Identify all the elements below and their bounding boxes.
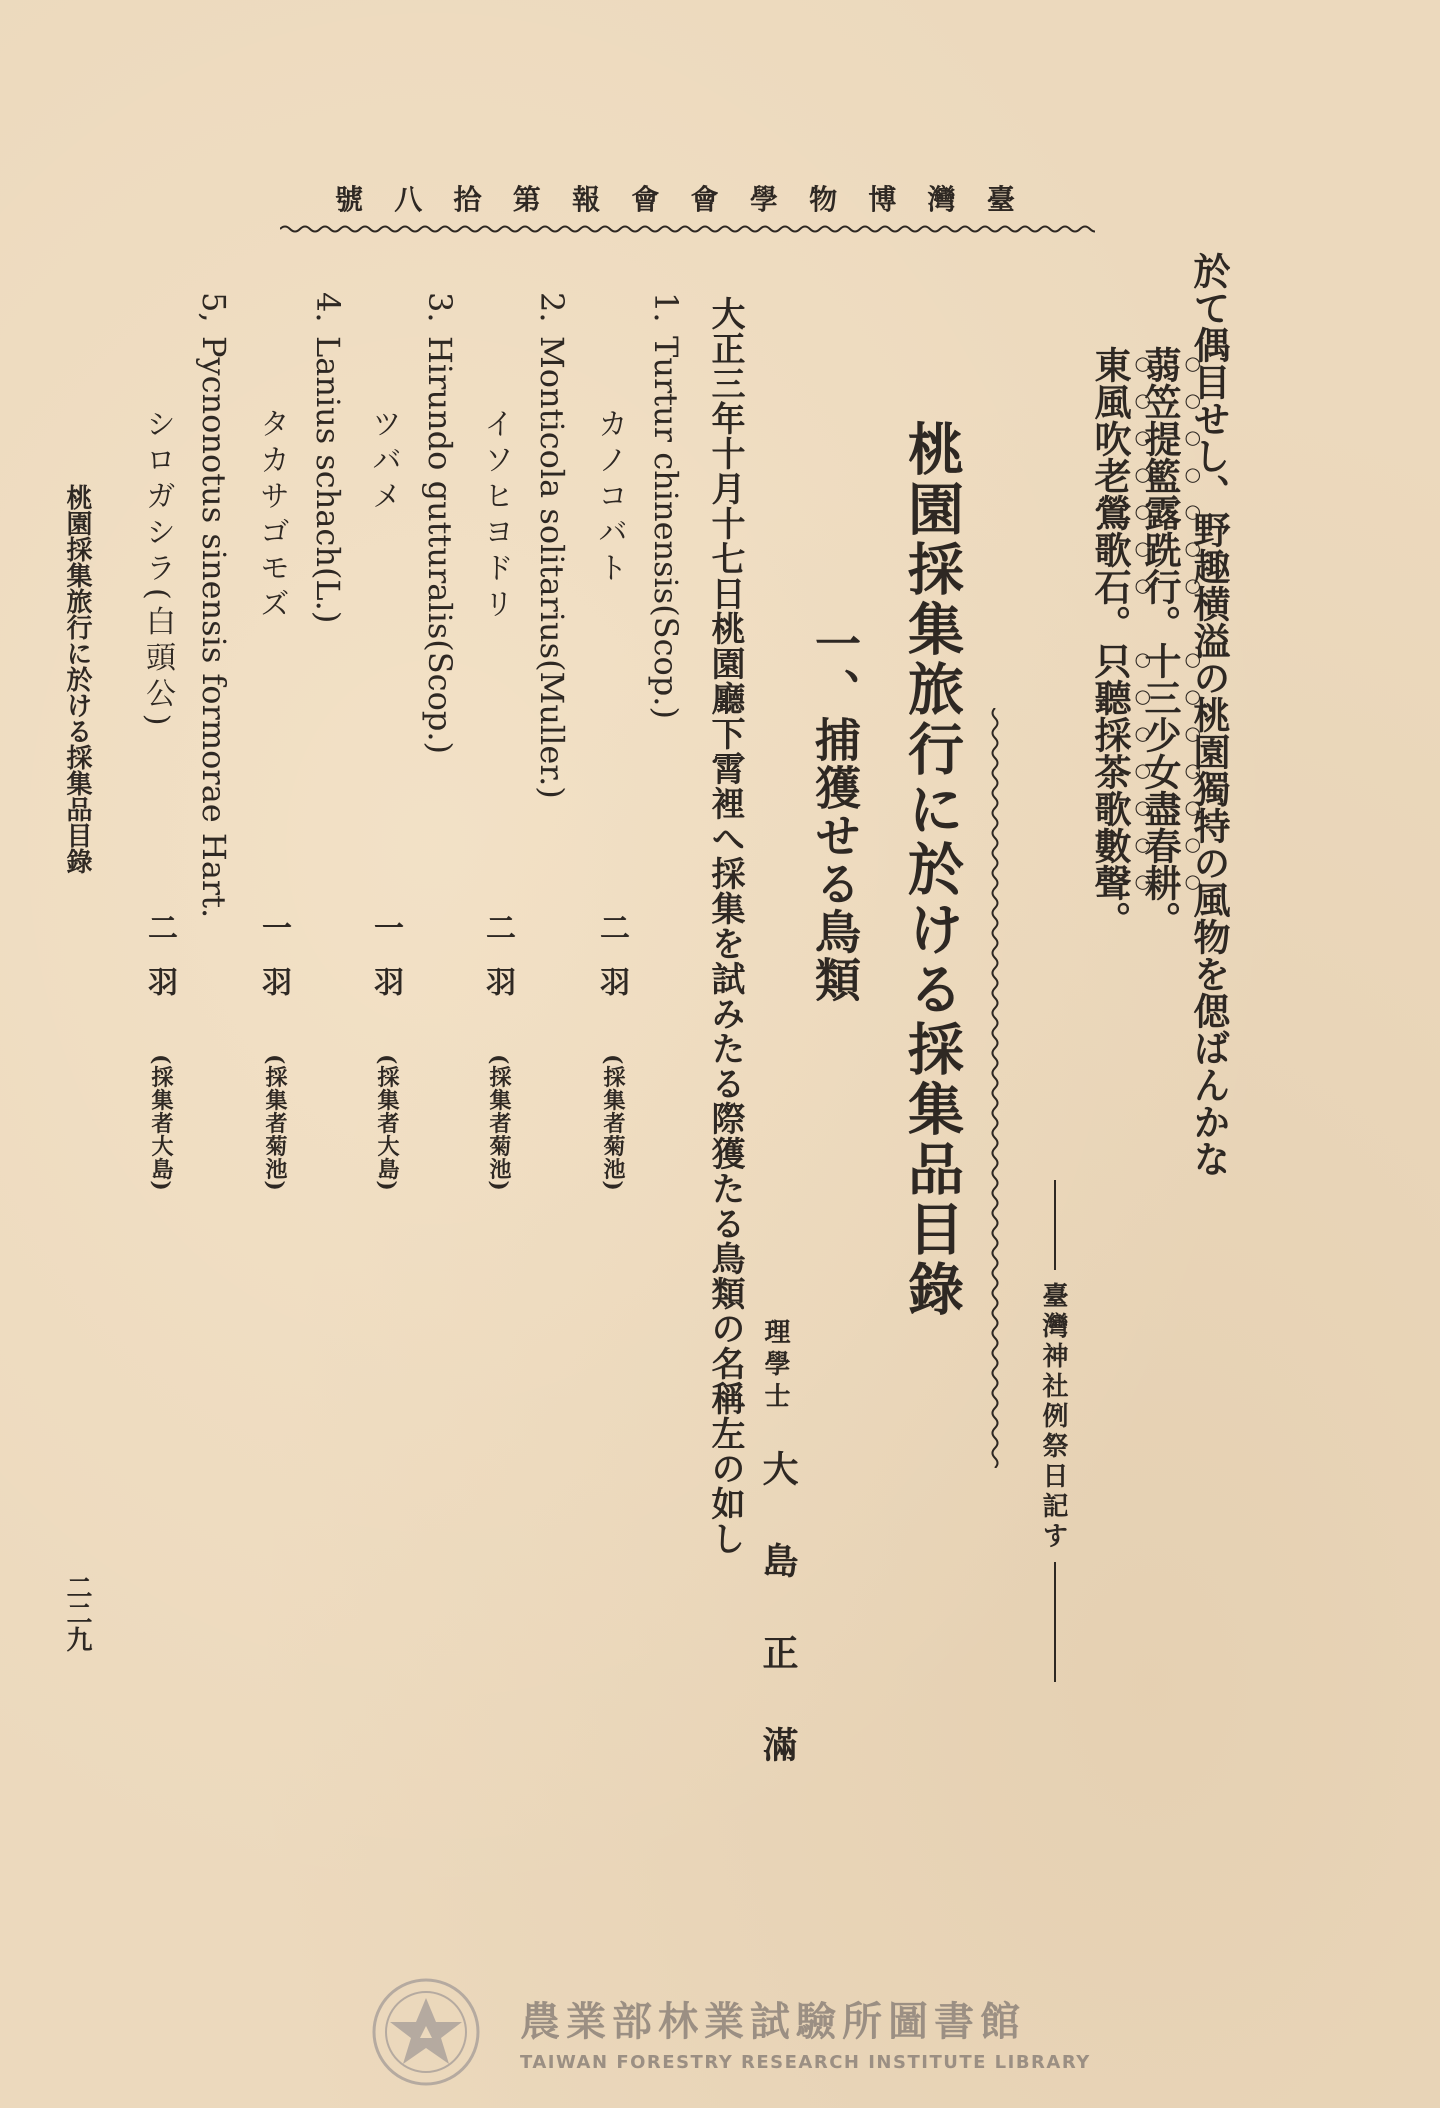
bird-number: 3.: [421, 292, 459, 323]
poem-line-2-text: 蒻笠提籃露跣行。十三少女盡春耕。: [1138, 346, 1182, 938]
page-number: 二二九: [62, 1574, 92, 1652]
author-degree: 理學士: [760, 1318, 790, 1414]
header-char: 拾: [453, 183, 482, 216]
header-char: 會: [690, 183, 719, 216]
section-wavy-divider: [988, 708, 1002, 1468]
bird-count: 二羽: [480, 912, 515, 1020]
section-heading: 一、捕獲せる鳥類: [808, 620, 862, 1004]
poem-line-1: 於て偶目せし、野趣横溢の桃園獨特の風物を偲ばんかな: [1187, 252, 1231, 1177]
bird-collector: (採集者大島): [374, 1054, 400, 1192]
poem-line-3-text: 東風吹老鶯歌石。只聽採茶歌數聲。: [1088, 346, 1132, 938]
library-name-zh: 農業部林業試驗所圖書館: [520, 1999, 1026, 2045]
author-name: 大島正滿: [757, 1450, 799, 1818]
header-char: 第: [512, 183, 541, 216]
header-wavy-rule: [280, 222, 1095, 236]
header-char: 號: [335, 183, 364, 216]
header-char: 臺: [986, 183, 1015, 216]
bird-latin-name: Lanius schach(L.): [309, 336, 347, 624]
bird-latin-name: Turtur chinensis(Scop.): [647, 336, 685, 719]
bird-number: 4.: [309, 292, 347, 323]
header-char: 會: [631, 183, 660, 216]
credit-dash-bottom: [1054, 1562, 1056, 1682]
bird-number: 1.: [647, 292, 685, 323]
bird-japanese-name: シロガシラ(白頭公): [140, 408, 175, 732]
footer-running-title: 桃園採集旅行に於ける採集品目錄: [62, 484, 92, 874]
header-char: 學: [749, 183, 778, 216]
bird-japanese-name: ツバメ: [366, 408, 401, 516]
header-char: 物: [809, 183, 838, 216]
bird-number: 2.: [533, 292, 571, 323]
bird-collector: (採集者菊池): [486, 1054, 512, 1192]
bird-japanese-name: タカサゴモズ: [254, 408, 289, 624]
bird-collector: (採集者菊池): [262, 1054, 288, 1192]
bird-latin-name: Hirundo gutturalis(Scop.): [421, 336, 459, 754]
header-char: 博: [868, 183, 897, 216]
bird-count: 二羽: [594, 912, 629, 1020]
poem-credit: 臺灣神社例祭日記す: [1038, 1282, 1068, 1552]
library-seal-logo: [370, 1976, 482, 2088]
library-name-en: TAIWAN FORESTRY RESEARCH INSTITUTE LIBRARY: [520, 2052, 1091, 2073]
credit-dash-top: [1054, 1180, 1056, 1270]
header-char: 灣: [927, 183, 956, 216]
bird-japanese-name: イソヒヨドリ: [478, 408, 513, 624]
article-title: 桃園採集旅行に於ける採集品目錄: [899, 420, 965, 1320]
bird-count: 二羽: [142, 912, 177, 1020]
poem-line-3: [1088, 346, 1154, 938]
bird-count: 一羽: [256, 912, 291, 1020]
bird-count: 一羽: [368, 912, 403, 1020]
bird-collector: (採集者菊池): [600, 1054, 626, 1192]
journal-header: [335, 178, 1015, 218]
header-char: 報: [572, 183, 601, 216]
bird-japanese-name: カノコバト: [592, 408, 627, 588]
bird-collector: (採集者大島): [148, 1054, 174, 1192]
bird-number: 5,: [195, 292, 233, 323]
header-char: 八: [394, 183, 423, 216]
bird-latin-name: Monticola solitarius(Muller.): [533, 336, 571, 799]
bird-latin-name: Pycnonotus sinensis formorae Hart.: [195, 336, 233, 919]
intro-text: 大正三年十月十七日桃園廳下霄裡へ採集を試みたる際獲たる鳥類の名稱左の如し: [705, 296, 745, 1556]
